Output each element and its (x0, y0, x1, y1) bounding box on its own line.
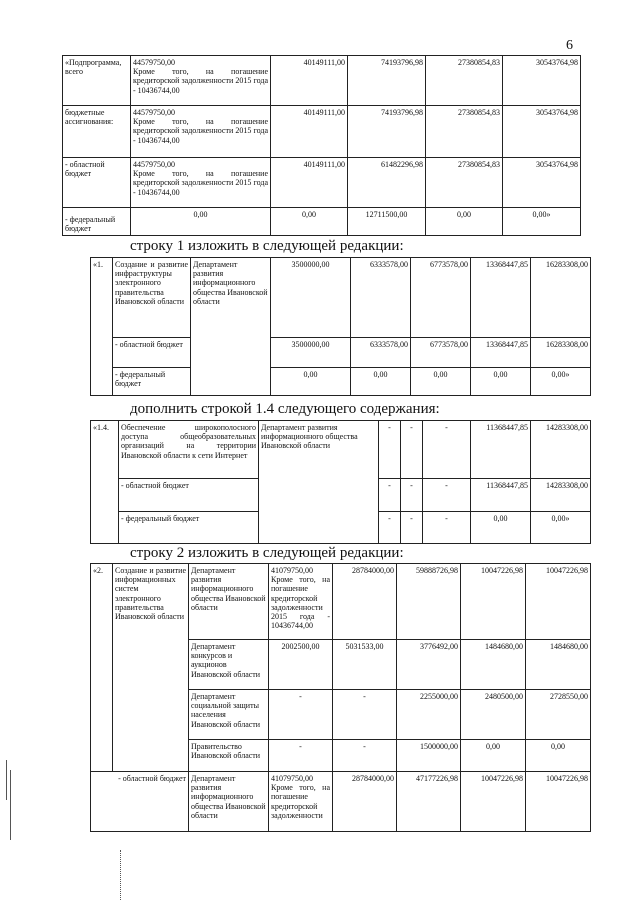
value-cell: 30543764,98 (503, 56, 581, 106)
value-cell (269, 772, 333, 832)
value-cell: 74193796,98 (348, 106, 426, 158)
value-cell: 3776492,00 (397, 640, 461, 690)
value-cell: 10047226,98 (461, 564, 526, 640)
instruction-caption: дополнить строкой 1.4 следующего содержания: (130, 401, 440, 417)
value-cell: 0,00 (351, 368, 411, 396)
row-number: «1.4. (91, 421, 119, 544)
table-row (91, 368, 591, 396)
value-cell: 59888726,98 (397, 564, 461, 640)
value-cell: 30543764,98 (503, 106, 581, 158)
value-cell: 0,00» (531, 368, 591, 396)
debt-note: Кроме того, на погашение кредиторской задолженности 2015 года - 10436744,00 (133, 67, 268, 95)
value-cell: 28784000,00 (333, 564, 397, 640)
value-cell: 0,00 (471, 512, 531, 544)
value-cell: - (333, 740, 397, 772)
total-cell: 0,00 (131, 208, 271, 236)
value-cell: 47177226,98 (397, 772, 461, 832)
subprogram-funding-table (62, 55, 581, 236)
value-cell: 3500000,00 (271, 258, 351, 338)
value-cell: 13368447,85 (471, 258, 531, 338)
value-cell: 1484680,00 (461, 640, 526, 690)
value-cell: 0,00 (271, 208, 348, 236)
table-row (91, 338, 591, 368)
value-cell: - (423, 479, 471, 512)
value-cell: - (401, 512, 423, 544)
executor: Департамент развития информационного общества Ивановской области (259, 421, 379, 544)
value-cell: 12711500,00 (348, 208, 426, 236)
row-label: - федеральный бюджет (119, 512, 259, 544)
row-label: «Подпрограмма, всего (63, 56, 131, 106)
value-cell: 11368447,85 (471, 479, 531, 512)
table-row (91, 564, 591, 640)
value-cell: 16283308,00 (531, 338, 591, 368)
value-cell: - (423, 421, 471, 479)
executor: Департамент конкурсов и аукционов Ивановской области (189, 640, 269, 690)
executor: Департамент развития информационного общества Ивановской области (189, 772, 269, 832)
row-label: - областной бюджет (113, 338, 191, 368)
value-cell: - (401, 421, 423, 479)
table-row (63, 56, 581, 106)
total-value: 41079750,00 (271, 566, 313, 575)
value-cell: 6333578,00 (351, 258, 411, 338)
total-cell (131, 106, 271, 158)
value-cell: 1500000,00 (397, 740, 461, 772)
activity-name: Создание и развитие информационных систем электронного правительства Ивановской области (113, 564, 189, 772)
row-label: бюджетные ассигнования: (63, 106, 131, 158)
table-row (91, 258, 591, 338)
value-cell: 14283308,00 (531, 479, 591, 512)
row-2-table (90, 563, 591, 832)
row-number: «2. (91, 564, 113, 772)
value-cell: 0,00 (271, 368, 351, 396)
table-row (63, 208, 581, 236)
row-label: - областной бюджет (119, 479, 259, 512)
value-cell: 5031533,00 (333, 640, 397, 690)
value-cell: 0,00» (503, 208, 581, 236)
value-cell: 0,00 (426, 208, 503, 236)
row-number: «1. (91, 258, 113, 396)
value-cell: 0,00 (526, 740, 591, 772)
value-cell: 2255000,00 (397, 690, 461, 740)
value-cell: 1484680,00 (526, 640, 591, 690)
value-cell: 28784000,00 (333, 772, 397, 832)
table-row (91, 421, 591, 479)
value-cell: 0,00 (411, 368, 471, 396)
value-cell: 27380854,83 (426, 56, 503, 106)
executor: Департамент социальной защиты населения Ивановской области (189, 690, 269, 740)
value-cell: - (401, 479, 423, 512)
row-1-4-table (90, 420, 591, 544)
table-row (91, 772, 591, 832)
executor: Правительство Ивановской области (189, 740, 269, 772)
value-cell: 11368447,85 (471, 421, 531, 479)
value-cell: - (379, 479, 401, 512)
value-cell: 40149111,00 (271, 106, 348, 158)
value-cell: 0,00 (471, 368, 531, 396)
value-cell: 74193796,98 (348, 56, 426, 106)
row-label: - областной бюджет (63, 158, 131, 208)
value-cell: 13368447,85 (471, 338, 531, 368)
value-cell: 40149111,00 (271, 158, 348, 208)
scan-mark (10, 770, 11, 840)
total-value: 41079750,00 (271, 774, 313, 783)
value-cell: 27380854,83 (426, 106, 503, 158)
value-cell: - (269, 740, 333, 772)
scan-mark (120, 850, 121, 900)
value-cell: - (333, 690, 397, 740)
total-cell (131, 56, 271, 106)
value-cell: 2728550,00 (526, 690, 591, 740)
table-row (63, 158, 581, 208)
value-cell: 10047226,98 (526, 772, 591, 832)
value-cell: 0,00» (531, 512, 591, 544)
executor: Департамент развития информационного общества Ивановской области (189, 564, 269, 640)
value-cell: 40149111,00 (271, 56, 348, 106)
row-label: - федеральный бюджет (113, 368, 191, 396)
table-row (63, 106, 581, 158)
total-value: 44579750,00 (133, 108, 175, 117)
total-value: 44579750,00 (133, 160, 175, 169)
value-cell: 2002500,00 (269, 640, 333, 690)
debt-note: Кроме того, на погашение кредиторской задолженности 2015 года - 10436744,00 (133, 169, 268, 197)
page-number: 6 (566, 38, 573, 53)
value-cell: 6773578,00 (411, 338, 471, 368)
value-cell: - (379, 512, 401, 544)
total-cell (131, 158, 271, 208)
budget-label: - областной бюджет (118, 774, 186, 783)
value-cell: 61482296,98 (348, 158, 426, 208)
value-cell: 10047226,98 (461, 772, 526, 832)
row-label (91, 772, 189, 832)
activity-name: Создание и развитие инфраструктуры электронного правительства Ивановской области (113, 258, 191, 338)
debt-note: Кроме того, на погашение кредиторской задолженности 2015 года - 10436744,00 (133, 117, 268, 145)
value-cell: 10047226,98 (526, 564, 591, 640)
value-cell (269, 564, 333, 640)
value-cell: 14283308,00 (531, 421, 591, 479)
value-cell: 16283308,00 (531, 258, 591, 338)
value-cell: - (379, 421, 401, 479)
instruction-caption: строку 2 изложить в следующей редакции: (130, 545, 404, 561)
value-cell: 30543764,98 (503, 158, 581, 208)
instruction-caption: строку 1 изложить в следующей редакции: (130, 238, 404, 254)
value-cell: 27380854,83 (426, 158, 503, 208)
value-cell: - (269, 690, 333, 740)
value-cell: 2480500,00 (461, 690, 526, 740)
value-cell: 0,00 (461, 740, 526, 772)
activity-name: Обеспечение широкополосного доступа общеобразовательных организаций на территории Ивановской области к сети Интернет (119, 421, 259, 479)
value-cell: - (423, 512, 471, 544)
debt-note: Кроме того, на погашение кредиторской задолженности 2015 года - 10436744,00 (271, 575, 330, 631)
value-cell: 3500000,00 (271, 338, 351, 368)
value-cell: 6773578,00 (411, 258, 471, 338)
row-label: - федеральный бюджет (63, 208, 131, 236)
total-value: 44579750,00 (133, 58, 175, 67)
row-1-table (90, 257, 591, 396)
executor: Департамент развития информационного общества Ивановской области (191, 258, 271, 396)
scan-mark (6, 760, 7, 800)
value-cell: 6333578,00 (351, 338, 411, 368)
debt-note: Кроме того, на погашение кредиторской задолженности (271, 783, 330, 820)
